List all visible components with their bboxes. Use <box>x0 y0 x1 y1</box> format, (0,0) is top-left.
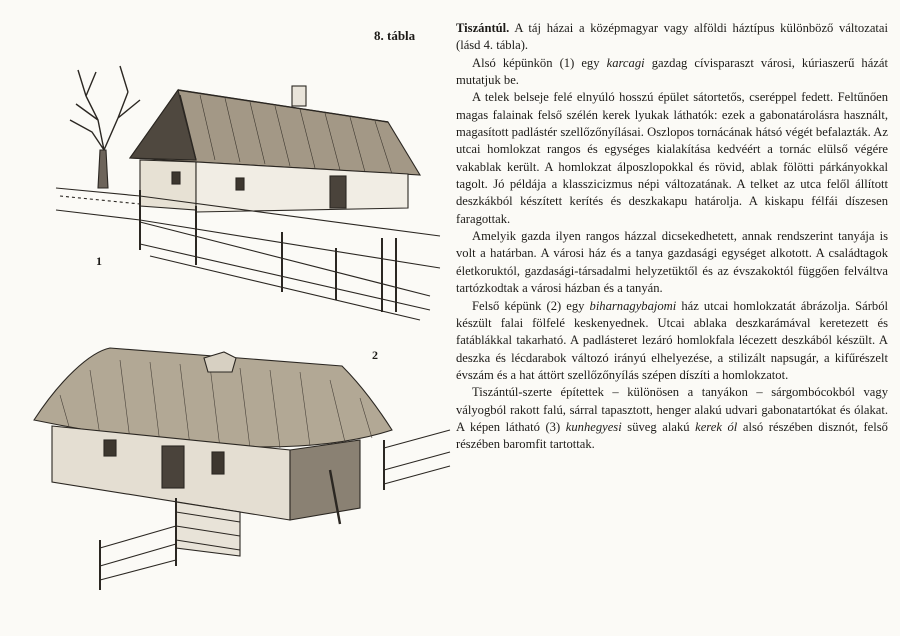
section-heading: Tiszántúl. <box>456 21 510 35</box>
paragraph-3: A telek belseje felé elnyúló hosszú épület sátortetős, cseréppel fedett. Feltűnően magas falainak felső szélén kerek lyukak láthatók: ezek a gabonatárolásra használt, magasított padlástér szellőzőnyílásai. Oszlopos tornácának hátsó végét befalazták. Az utcai homlokzat rangos és egységes kialakítása kedvéért a tornác elülső végére vakablak került. A homlokzat álposzlopokkal és rövid, ablak fölötti párkányokkal tagolt. Jó példája a klasszicizmus népi változatának. A telket az utca felől állított deszkákból készített kerítés és deszkakapu határolja. A kiskapu félfái díszesen faragottak. <box>456 90 888 226</box>
plate-title: 8. tábla <box>374 28 416 43</box>
illustration-1-karcag-house <box>56 66 440 320</box>
paragraph-2-text-a: Alsó képünkön (1) egy <box>472 55 607 70</box>
place-name-biharnagybajom: biharnagybajomi <box>589 298 677 313</box>
figure-1-number: 1 <box>96 254 102 268</box>
place-name-karcag: karcagi <box>606 55 645 70</box>
paragraph-6-text-c: alsó részében disznót, felső részében baromfit tartottak. <box>456 419 888 452</box>
paragraph-5 <box>456 298 888 385</box>
illustration-2-biharnagybajom-house <box>34 348 450 590</box>
paragraph-6 <box>456 384 888 453</box>
paragraph-5-text-a: Felső képünk (2) egy <box>472 298 590 313</box>
paragraph-6-text-b: süveg alakú <box>621 419 696 434</box>
paragraph-1 <box>456 20 888 55</box>
paragraph-2 <box>456 55 888 90</box>
paragraph-2-text-b: gazdag cívisparaszt városi, kúriaszerű házát mutatjuk be. <box>456 55 889 88</box>
figure-2-number: 2 <box>372 348 378 362</box>
paragraph-4: Amelyik gazda ilyen rangos házzal dicsekedhetett, annak rendszerint tanyája is volt a határban. A városi ház és a tanya gazdasági egységet alkotott. A családtagok életkoruktól, gazdasági-társadalmi helyzetüktől és az évszakoktól függően felváltva tartózkodtak a városi házban és a tanyán. <box>456 229 888 296</box>
paragraph-5-text-b: ház utcai homlokzatát ábrázolja. Sárból készült falai fölfelé keskenyednek. Utcai ablaka deszkarámával keretezett és fatáblákkal takarható. A padlásteret lezáró homlokfala lécezett deszkából készült. A deszka és lécdarabok változó irányú elhelyezése, a stilizált napsugár, a kifűrészelt évszám és a hat áttört szellőzőnyílás szépen díszíti a homlokzatot. <box>456 298 888 382</box>
place-name-kunhegyes: kunhegyesi <box>565 419 622 434</box>
paragraph-6-text-a: Tiszántúl-szerte építettek – különösen a tanyákon – sárgombócokból vagy vályogból rakott falú, sárral tapasztott, henger alakú udvari gabonatartókat és ólakat. A képen látható (3) <box>456 385 888 434</box>
term-kerek-ol: kerek ól <box>695 419 738 434</box>
body-text <box>456 20 888 454</box>
paragraph-1-text: A táj házai a középmagyar vagy alföldi háztípus különböző változatai (lásd 4. tábla). <box>456 21 888 53</box>
